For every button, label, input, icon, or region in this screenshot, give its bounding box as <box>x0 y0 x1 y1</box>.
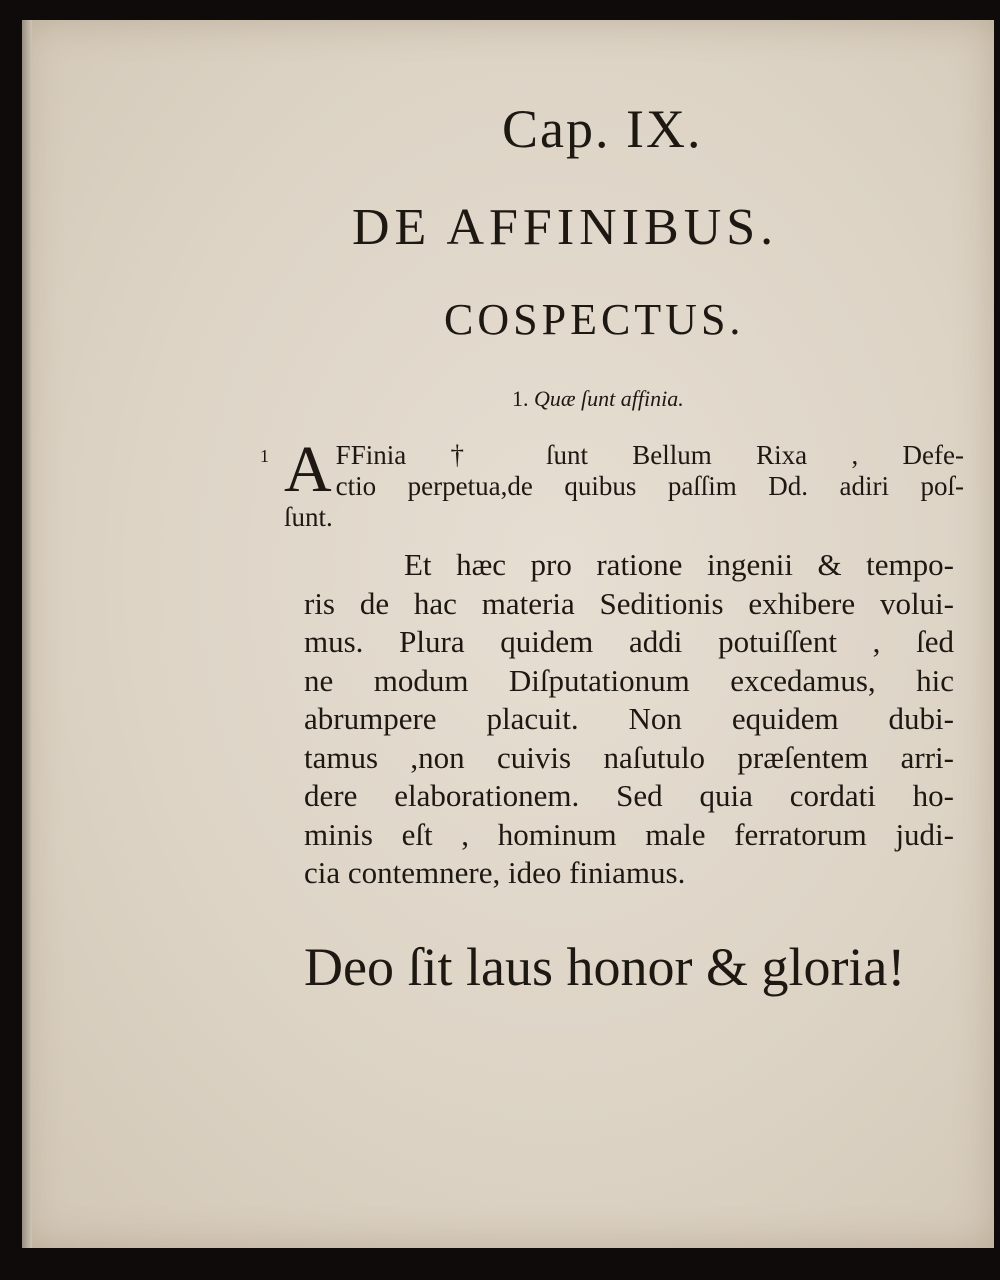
margin-note-number: 1 <box>260 446 269 466</box>
drop-cap-letter: A <box>284 433 332 506</box>
paragraph-line: FFinia † ſunt Bellum Rixa , Defe- <box>335 440 964 470</box>
paragraph-line: Et hæc pro ratione ingenii & tempo- <box>404 547 954 582</box>
paragraph-line: minis eſt , hominum male ferratorum judi- <box>304 816 954 852</box>
page-spine-edge <box>22 20 32 1248</box>
paragraph-line: dere elaborationem. Sed quia cordati ho- <box>304 778 954 813</box>
toc-entry-text: Quæ ſunt affinia. <box>534 386 684 411</box>
chapter-title: DE AFFINIBUS. <box>352 199 779 256</box>
conspectus-label: COSPECTUS. <box>444 295 745 344</box>
closing-doxology: Deo ſit laus honor & gloria! <box>304 937 906 997</box>
paragraph-line: ctio perpetua,de quibus paſſim Dd. adiri poſ- <box>335 471 964 501</box>
chapter-heading-word: Cap. <box>502 99 611 159</box>
book-page <box>22 20 994 1248</box>
paragraph-line: tamus ,non cuivis naſutulo præſentem arri- <box>304 739 954 775</box>
chapter-heading <box>502 98 702 160</box>
paragraph-conclusion <box>304 546 954 893</box>
toc-entry <box>512 386 684 412</box>
paragraph-line: ris de hac materia Seditionis exhibere volui- <box>304 585 954 621</box>
chapter-heading-numeral: IX. <box>626 99 703 159</box>
paragraph-line: abrumpere placuit. Non equidem dubi- <box>304 701 954 736</box>
paragraph-line: ne modum Diſputationum excedamus, hic <box>304 662 954 698</box>
paragraph-line: mus. Plura quidem addi potuiſſent , ſed <box>304 624 954 659</box>
paragraph-affinia <box>284 433 964 533</box>
paragraph-line: ſunt. <box>284 502 333 532</box>
paragraph-line: cia contemnere, ideo finiamus. <box>304 855 686 890</box>
toc-entry-number: 1. <box>512 386 529 411</box>
